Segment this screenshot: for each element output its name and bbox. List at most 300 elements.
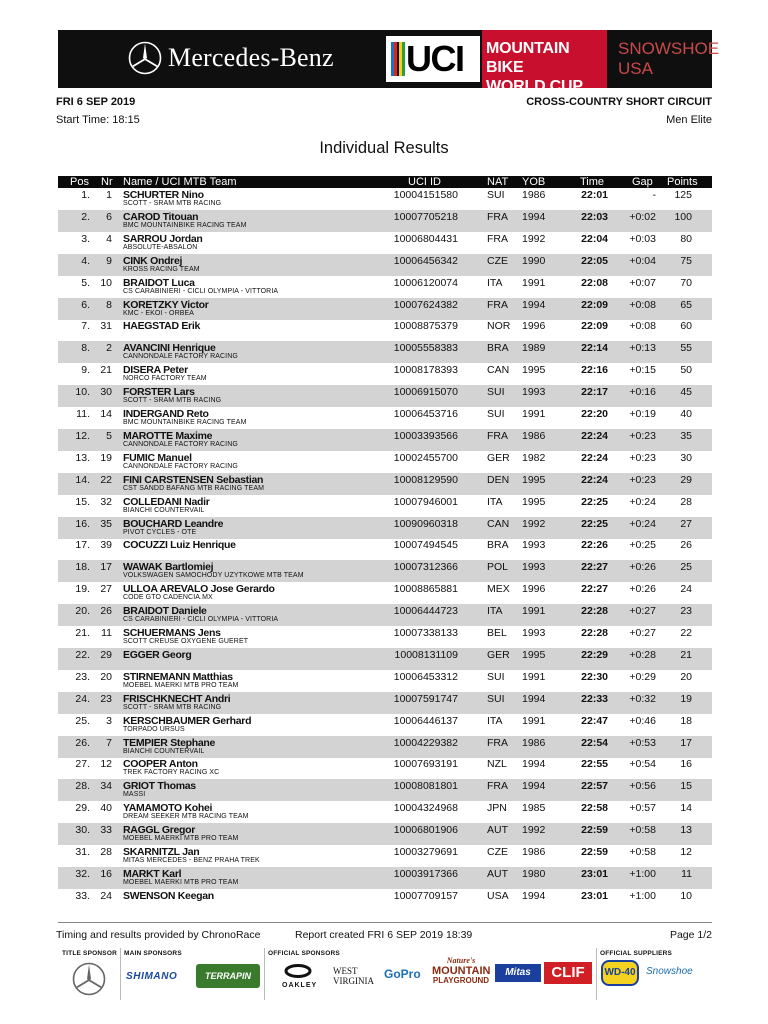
race-date: FRI 6 SEP 2019 — [56, 96, 136, 108]
year-of-birth-cell: 1995 — [522, 473, 546, 486]
rider-name-cell: DISERA Peter — [123, 364, 188, 377]
points-cell: 22 — [680, 627, 692, 639]
clif-logo: CLIF — [544, 962, 592, 984]
rider-name-cell: YAMAMOTO Kohei — [123, 802, 213, 815]
points-cell: 19 — [680, 692, 692, 705]
pos-cell: 3. — [81, 232, 90, 245]
time-cell: 22:27 — [581, 583, 608, 596]
uci-id-cell: 10007591747 — [393, 692, 458, 705]
bib-number-cell: 1 — [106, 189, 112, 201]
team-name-cell: TREK FACTORY RACING XC — [123, 769, 220, 777]
uci-rainbow-stripes — [391, 42, 405, 76]
bib-number-cell: 8 — [106, 298, 112, 311]
gap-cell: +0:23 — [629, 451, 656, 464]
bib-number-cell: 22 — [100, 473, 112, 486]
bib-number-cell: 12 — [100, 758, 112, 771]
snowshoe-logo: Snowshoe — [646, 966, 693, 977]
pos-cell: 20. — [75, 605, 90, 618]
table-row — [58, 254, 712, 276]
table-row — [58, 276, 712, 298]
team-name-cell: MOEBEL MAERKI MTB PRO TEAM — [123, 681, 239, 689]
uci-id-cell: 10008131109 — [394, 648, 458, 661]
team-name-cell: MOEBEL MAERKI MTB PRO TEAM — [123, 835, 239, 843]
rider-name-cell: TEMPIER Stephane — [123, 736, 216, 749]
table-row — [58, 451, 712, 473]
pos-cell: 22. — [75, 648, 90, 661]
year-of-birth-cell: 1986 — [522, 189, 546, 201]
pos-cell: 21. — [75, 627, 90, 639]
team-name-cell: KMC - EKOI - ORBEA — [123, 309, 195, 317]
rider-name-cell: BRAIDOT Luca — [123, 276, 195, 289]
table-row — [58, 385, 712, 407]
pos-cell: 12. — [75, 429, 90, 442]
pos-cell: 14. — [75, 473, 90, 486]
time-cell: 22:33 — [581, 692, 608, 705]
table-row — [58, 538, 712, 560]
time-cell: 22:25 — [581, 495, 608, 508]
start-time: Start Time: 18:15 — [56, 114, 140, 126]
time-cell: 22:04 — [581, 232, 608, 245]
nation-cell: CZE — [487, 254, 508, 267]
rider-name-cell: GRIOT Thomas — [123, 780, 196, 793]
bib-number-cell: 3 — [106, 714, 112, 727]
gap-cell: +1:00 — [629, 867, 656, 880]
main-sponsors-label: MAIN SPONSORS — [124, 950, 182, 957]
nation-cell: FRA — [487, 780, 508, 793]
year-of-birth-cell: 1996 — [522, 583, 546, 596]
team-name-cell: CANNONDALE FACTORY RACING — [123, 353, 238, 361]
rider-name-cell: SCHURTER Nino — [123, 189, 204, 201]
oakley-ellipse-icon — [284, 964, 312, 978]
points-cell: 40 — [680, 408, 692, 420]
year-of-birth-cell: 1990 — [522, 254, 546, 267]
points-cell: 11 — [681, 867, 692, 880]
gap-cell: - — [652, 189, 656, 201]
team-name-cell: SCOTT CREUSE OXYGENE GUERET — [123, 638, 249, 645]
pos-cell: 26. — [75, 736, 90, 749]
mercedes-star-icon — [128, 41, 162, 75]
west-virginia-logo: WEST VIRGINIA — [333, 966, 374, 986]
rider-name-cell: CAROD Titouan — [123, 210, 199, 223]
rider-name-cell: WAWAK Bartlomiej — [123, 561, 214, 574]
points-cell: 45 — [680, 386, 692, 399]
col-gap: Gap — [632, 176, 653, 188]
time-cell: 22:03 — [581, 210, 608, 223]
uci-id-cell: 10006453716 — [393, 408, 458, 420]
year-of-birth-cell: 1993 — [522, 627, 546, 639]
rider-name-cell: KORETZKY Victor — [123, 298, 209, 311]
nation-cell: CZE — [487, 846, 508, 858]
pos-cell: 24. — [75, 692, 90, 705]
time-cell: 22:08 — [581, 276, 608, 289]
rider-name-cell: MARKT Karl — [123, 867, 182, 880]
nation-cell: CAN — [487, 364, 510, 377]
nation-cell: ITA — [487, 605, 503, 618]
rider-name-cell: BRAIDOT Daniele — [123, 605, 207, 618]
rider-name-cell: COOPER Anton — [123, 758, 198, 771]
nation-cell: SUI — [487, 670, 505, 683]
pos-cell: 11. — [76, 408, 90, 420]
nation-cell: BRA — [487, 539, 509, 552]
points-cell: 16 — [680, 758, 692, 771]
uci-id-cell: 10006804431 — [393, 232, 458, 245]
points-cell: 18 — [680, 714, 692, 727]
uci-id-cell: 10004324968 — [393, 802, 458, 815]
results-table-header — [58, 176, 712, 188]
mercedes-benz-wordmark: Mercedes-Benz — [168, 43, 334, 72]
points-cell: 27 — [680, 517, 692, 530]
time-cell: 22:59 — [581, 824, 608, 837]
pos-cell: 19. — [75, 583, 90, 596]
points-cell: 28 — [680, 495, 692, 508]
bib-number-cell: 5 — [106, 429, 112, 442]
sponsor-divider — [264, 948, 265, 1000]
time-cell: 22:17 — [581, 386, 608, 399]
table-row — [58, 692, 712, 714]
year-of-birth-cell: 1992 — [522, 517, 546, 530]
year-of-birth-cell: 1989 — [522, 342, 546, 355]
uci-id-cell: 10006456342 — [393, 254, 458, 267]
nation-cell: SUI — [487, 386, 505, 399]
pos-cell: 6. — [81, 298, 90, 311]
pos-cell: 30. — [75, 824, 90, 837]
uci-logo: UCI — [386, 36, 480, 82]
event-name-block: MOUNTAIN BIKE WORLD CUP — [482, 30, 607, 88]
sponsor-divider — [596, 948, 597, 1000]
bib-number-cell: 39 — [100, 539, 112, 552]
uci-id-cell: 10004151580 — [393, 189, 458, 201]
nation-cell: NOR — [487, 320, 511, 333]
table-row — [58, 648, 712, 670]
rider-name-cell: COLLEDANI Nadir — [123, 495, 210, 508]
points-cell: 13 — [680, 824, 692, 837]
gap-cell: +0:27 — [629, 627, 656, 639]
points-cell: 10 — [680, 889, 692, 902]
bib-number-cell: 28 — [100, 846, 112, 858]
gap-cell: +0:03 — [629, 232, 656, 245]
nation-cell: SUI — [487, 189, 505, 201]
nation-cell: FRA — [487, 232, 508, 245]
rider-name-cell: RAGGL Gregor — [123, 824, 196, 837]
col-nr: Nr — [101, 176, 113, 188]
nation-cell: SUI — [487, 692, 505, 705]
table-row — [58, 626, 712, 648]
team-name-cell: SCOTT - SRAM MTB RACING — [123, 200, 222, 207]
rider-name-cell: BOUCHARD Leandre — [123, 517, 224, 530]
gap-cell: +0:04 — [629, 254, 656, 267]
wd40-logo: WD-40 — [601, 960, 639, 986]
title-sponsor-label: TITLE SPONSOR — [62, 950, 117, 957]
time-cell: 22:01 — [581, 189, 608, 201]
rider-name-cell: FRISCHKNECHT Andri — [123, 692, 231, 705]
time-cell: 23:01 — [581, 867, 608, 880]
uci-id-cell: 10007494545 — [393, 539, 458, 552]
uci-id-cell: 10007693191 — [393, 758, 458, 771]
team-name-cell: SCOTT - SRAM MTB RACING — [123, 397, 222, 405]
uci-id-cell: 10008875379 — [393, 320, 458, 333]
gap-cell: +0:08 — [629, 298, 656, 311]
rider-name-cell: SCHUERMANS Jens — [123, 627, 221, 639]
points-cell: 15 — [680, 780, 692, 793]
rider-name-cell: FORSTER Lars — [123, 386, 195, 399]
gap-cell: +0:58 — [629, 824, 656, 837]
rider-name-cell: AVANCINI Henrique — [123, 342, 216, 355]
pos-cell: 1. — [81, 189, 90, 201]
mitas-logo: Mitas — [495, 964, 541, 982]
bib-number-cell: 9 — [106, 254, 112, 267]
bib-number-cell: 11 — [101, 627, 112, 639]
time-cell: 22:47 — [581, 714, 608, 727]
team-name-cell: CANNONDALE FACTORY RACING — [123, 440, 238, 448]
time-cell: 22:24 — [581, 473, 608, 486]
nation-cell: POL — [487, 561, 509, 574]
year-of-birth-cell: 1980 — [522, 867, 546, 880]
gap-cell: +0:24 — [629, 495, 656, 508]
points-cell: 35 — [680, 429, 692, 442]
time-cell: 22:55 — [581, 758, 608, 771]
points-cell: 70 — [680, 276, 692, 289]
year-of-birth-cell: 1994 — [522, 210, 546, 223]
year-of-birth-cell: 1993 — [522, 561, 546, 574]
team-name-cell: MASSI — [123, 791, 146, 799]
pos-cell: 13. — [75, 451, 90, 464]
rider-name-cell: SWENSON Keegan — [123, 889, 214, 902]
pos-cell: 33. — [75, 889, 90, 902]
uci-id-cell: 10006446137 — [393, 714, 458, 727]
time-cell: 22:28 — [581, 627, 608, 639]
year-of-birth-cell: 1986 — [522, 429, 546, 442]
year-of-birth-cell: 1991 — [522, 714, 546, 727]
bib-number-cell: 29 — [100, 648, 112, 661]
col-nat: NAT — [487, 176, 509, 188]
pos-cell: 5. — [81, 276, 90, 289]
gap-cell: +0:23 — [629, 429, 656, 442]
points-cell: 21 — [680, 648, 692, 661]
time-cell: 22:16 — [581, 364, 608, 377]
points-cell: 17 — [680, 736, 692, 749]
venue-block: SNOWSHOE USA — [618, 39, 720, 78]
team-name-cell: PIVOT CYCLES - OTE — [123, 528, 197, 536]
gap-cell: +0:15 — [629, 364, 656, 377]
team-name-cell: CODE GTO CADENCIA.MX — [123, 594, 213, 602]
gopro-logo: GoPro — [384, 967, 421, 981]
table-row — [58, 801, 712, 823]
rider-name-cell: INDERGAND Reto — [123, 408, 209, 420]
gap-cell: +0:58 — [629, 846, 656, 858]
points-cell: 80 — [680, 232, 692, 245]
col-uci-id: UCI ID — [408, 176, 441, 188]
gap-cell: +0:26 — [629, 561, 656, 574]
rider-name-cell: COCUZZI Luiz Henrique — [123, 539, 236, 552]
uci-id-cell: 10006453312 — [393, 670, 458, 683]
bib-number-cell: 14 — [100, 408, 112, 420]
nation-cell: FRA — [487, 736, 508, 749]
table-row — [58, 823, 712, 845]
team-name-cell: CANNONDALE FACTORY RACING — [123, 462, 238, 470]
time-cell: 22:05 — [581, 254, 608, 267]
table-row — [58, 363, 712, 385]
bib-number-cell: 32 — [100, 495, 112, 508]
nation-cell: FRA — [487, 210, 508, 223]
year-of-birth-cell: 1985 — [522, 802, 546, 815]
pos-cell: 25. — [75, 714, 90, 727]
time-cell: 22:54 — [581, 736, 608, 749]
bib-number-cell: 34 — [100, 780, 112, 793]
pos-cell: 27. — [75, 758, 90, 771]
oakley-logo: OAKLEY — [282, 982, 318, 989]
team-name-cell: MOEBEL MAERKI MTB PRO TEAM — [123, 878, 239, 886]
year-of-birth-cell: 1995 — [522, 495, 546, 508]
col-points: Points — [667, 176, 698, 188]
bib-number-cell: 2 — [106, 342, 112, 355]
year-of-birth-cell: 1991 — [522, 408, 546, 420]
page-number: Page 1/2 — [669, 929, 712, 941]
year-of-birth-cell: 1991 — [522, 276, 546, 289]
nation-cell: CAN — [487, 517, 510, 530]
table-row — [58, 779, 712, 801]
bib-number-cell: 27 — [100, 583, 112, 596]
pos-cell: 31. — [75, 846, 90, 858]
year-of-birth-cell: 1992 — [522, 824, 546, 837]
team-name-cell: VOLKSWAGEN SAMOCHODY UZYTKOWE MTB TEAM — [123, 572, 304, 580]
rider-name-cell: STIRNEMANN Matthias — [123, 670, 233, 683]
rider-name-cell: SKARNITZL Jan — [123, 846, 200, 858]
time-cell: 22:24 — [581, 451, 608, 464]
time-cell: 22:24 — [581, 429, 608, 442]
table-row — [58, 736, 712, 758]
nation-cell: SUI — [487, 408, 505, 420]
pos-cell: 9. — [81, 364, 90, 377]
time-cell: 23:01 — [581, 889, 608, 902]
table-row — [58, 210, 712, 232]
col-pos: Pos — [70, 176, 89, 188]
nation-cell: BRA — [487, 342, 509, 355]
pos-cell: 17. — [75, 539, 90, 552]
bib-number-cell: 31 — [100, 320, 112, 333]
natures-mountain-playground-logo: Nature's MOUNTAIN PLAYGROUND — [432, 956, 491, 985]
pos-cell: 2. — [81, 210, 90, 223]
team-name-cell: CS CARABINIERI - CICLI OLYMPIA - VITTORIA — [123, 287, 279, 295]
table-row — [58, 429, 712, 451]
team-name-cell: CS CARABINIERI - CICLI OLYMPIA - VITTORIA — [123, 616, 279, 624]
sponsor-divider — [120, 948, 121, 1000]
bib-number-cell: 16 — [100, 867, 112, 880]
pos-cell: 32. — [75, 867, 90, 880]
table-row — [58, 670, 712, 692]
nation-cell: FRA — [487, 429, 508, 442]
pos-cell: 7. — [81, 320, 90, 333]
team-name-cell: ABSOLUTE-ABSALON — [123, 243, 198, 251]
uci-id-cell: 10006801906 — [393, 824, 458, 837]
points-cell: 60 — [680, 320, 692, 333]
uci-id-cell: 10007705218 — [393, 210, 458, 223]
points-cell: 100 — [674, 210, 692, 223]
uci-id-cell: 10005558383 — [393, 342, 458, 355]
nation-cell: JPN — [487, 802, 507, 815]
nation-cell: ITA — [487, 714, 503, 727]
table-row — [58, 517, 712, 539]
title-banner — [58, 30, 720, 95]
uci-id-cell: 10003279691 — [393, 846, 458, 858]
table-row — [58, 319, 712, 341]
table-row — [58, 407, 712, 429]
nation-cell: DEN — [487, 473, 510, 486]
gap-cell: +0:16 — [629, 386, 656, 399]
table-row — [58, 232, 712, 254]
table-row — [58, 757, 712, 779]
gap-cell: +0:13 — [629, 342, 656, 355]
col-name: Name / UCI MTB Team — [123, 176, 237, 188]
time-cell: 22:57 — [581, 780, 608, 793]
points-cell: 65 — [680, 298, 692, 311]
nation-cell: ITA — [487, 276, 503, 289]
year-of-birth-cell: 1995 — [522, 648, 546, 661]
nation-cell: USA — [487, 889, 509, 902]
rider-name-cell: EGGER Georg — [123, 648, 192, 661]
table-row — [58, 473, 712, 495]
time-cell: 22:26 — [581, 539, 608, 552]
nation-cell: AUT — [487, 824, 508, 837]
team-name-cell: BMC MOUNTAINBIKE RACING TEAM — [123, 221, 247, 229]
uci-id-cell: 10003393566 — [393, 429, 458, 442]
bib-number-cell: 40 — [100, 802, 112, 815]
gap-cell: +0:56 — [629, 780, 656, 793]
rider-name-cell: SARROU Jordan — [123, 232, 203, 245]
team-name-cell: MITAS MERCEDES - BENZ PRAHA TREK — [123, 857, 260, 864]
nation-cell: AUT — [487, 867, 508, 880]
time-cell: 22:27 — [581, 561, 608, 574]
year-of-birth-cell: 1994 — [522, 758, 546, 771]
bib-number-cell: 19 — [100, 451, 112, 464]
gap-cell: +0:27 — [629, 605, 656, 618]
mercedes-star-icon — [72, 962, 106, 996]
table-row — [58, 845, 712, 867]
pos-cell: 8. — [81, 342, 90, 355]
uci-id-cell: 10004229382 — [393, 736, 458, 749]
bib-number-cell: 33 — [100, 824, 112, 837]
table-row — [58, 188, 712, 210]
pos-cell: 23. — [75, 670, 90, 683]
gap-cell: +0:29 — [629, 670, 656, 683]
team-name-cell: BIANCHI COUNTERVAIL — [123, 747, 205, 755]
uci-id-cell: 10006444723 — [393, 605, 458, 618]
pos-cell: 10. — [75, 386, 90, 399]
bib-number-cell: 26 — [100, 605, 112, 618]
bib-number-cell: 20 — [100, 670, 112, 683]
time-cell: 22:20 — [581, 408, 608, 420]
time-cell: 22:28 — [581, 605, 608, 618]
time-cell: 22:09 — [581, 298, 608, 311]
time-cell: 22:30 — [581, 670, 608, 683]
team-name-cell: TORPADO URSUS — [123, 725, 185, 733]
time-cell: 22:58 — [581, 802, 608, 815]
col-time: Time — [580, 176, 605, 188]
bib-number-cell: 24 — [100, 889, 112, 902]
gap-cell: +0:54 — [629, 758, 656, 771]
year-of-birth-cell: 1991 — [522, 605, 546, 618]
team-name-cell: BMC MOUNTAINBIKE RACING TEAM — [123, 419, 247, 426]
uci-id-cell: 10002455700 — [393, 451, 458, 464]
year-of-birth-cell: 1986 — [522, 736, 546, 749]
bib-number-cell: 23 — [100, 692, 112, 705]
uci-id-cell: 10006915070 — [393, 386, 458, 399]
uci-id-cell: 10090960318 — [393, 517, 458, 530]
bib-number-cell: 21 — [100, 364, 112, 377]
year-of-birth-cell: 1991 — [522, 670, 546, 683]
team-name-cell: NORCO FACTORY TEAM — [123, 375, 207, 383]
nation-cell: GER — [487, 648, 510, 661]
rider-name-cell: FUMIC Manuel — [123, 451, 192, 464]
